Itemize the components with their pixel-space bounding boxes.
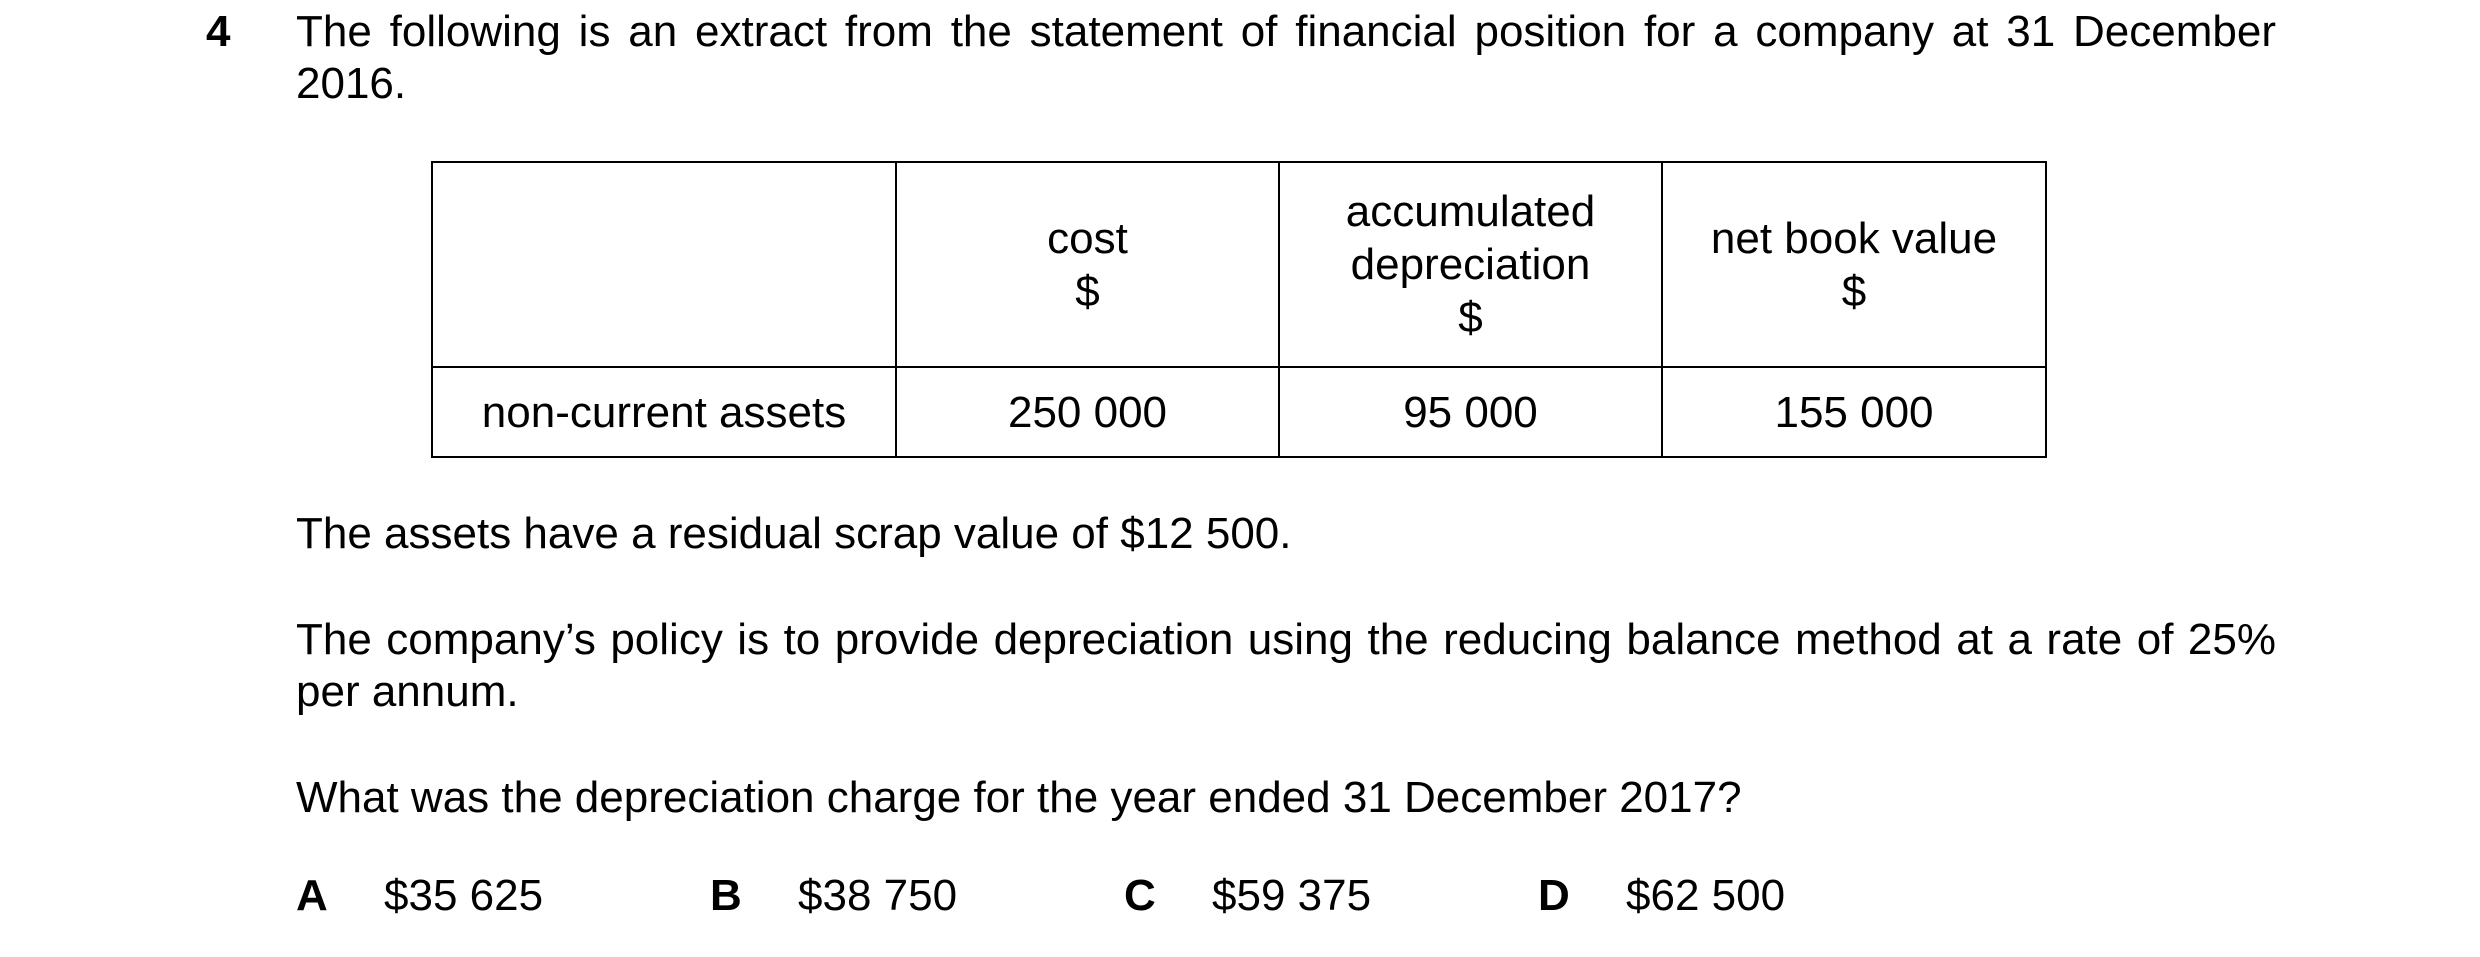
question-prompt: What was the depreciation charge for the year ended 31 December 2017? [296,773,1742,822]
cost-value-cell: 250 000 [896,367,1279,457]
option-a[interactable] [296,870,544,922]
option-d[interactable] [1538,870,1786,922]
table-row [432,367,2046,457]
option-d-value: $62 500 [1626,871,1786,920]
header-cell-blank [432,162,896,367]
option-b[interactable] [710,870,958,922]
net-book-value-cell: 155 000 [1662,367,2046,457]
accumulated-depreciation-value-cell: 95 000 [1279,367,1662,457]
header-cost-unit: $ [1075,266,1100,316]
row-label-cell: non-current assets [432,367,896,457]
option-c-value: $59 375 [1212,871,1372,920]
depreciation-policy-paragraph: The company’s policy is to provide depreciation using the reducing balance method at a rate of 25% per annum. [296,615,2276,716]
option-a-value: $35 625 [384,871,544,920]
header-accum-label-1: accumulated [1345,187,1596,236]
header-nbv-unit: $ [1841,266,1867,316]
option-d-letter: D [1538,871,1570,920]
option-a-letter: A [296,871,328,920]
header-accum-label-2: depreciation [1350,240,1591,289]
residual-value-paragraph: The assets have a residual scrap value of $12 500. [296,509,1292,558]
header-cell-accumulated-depreciation [1279,162,1662,367]
option-b-letter: B [710,871,742,920]
question-number: 4 [206,7,231,56]
header-cell-cost [896,162,1279,367]
option-b-value: $38 750 [798,871,958,920]
header-nbv-label: net book value [1710,213,1998,263]
table-header-row [432,162,2046,367]
option-c-letter: C [1124,871,1156,920]
financial-position-table [431,161,2047,458]
option-c[interactable] [1124,870,1372,922]
header-cell-net-book-value [1662,162,2046,367]
header-cost-label: cost [1047,213,1128,263]
answer-options [296,870,1896,922]
question-stem: The following is an extract from the statement of financial position for a company at 31 December 2016. [296,7,2276,108]
header-accum-unit: $ [1458,293,1483,342]
